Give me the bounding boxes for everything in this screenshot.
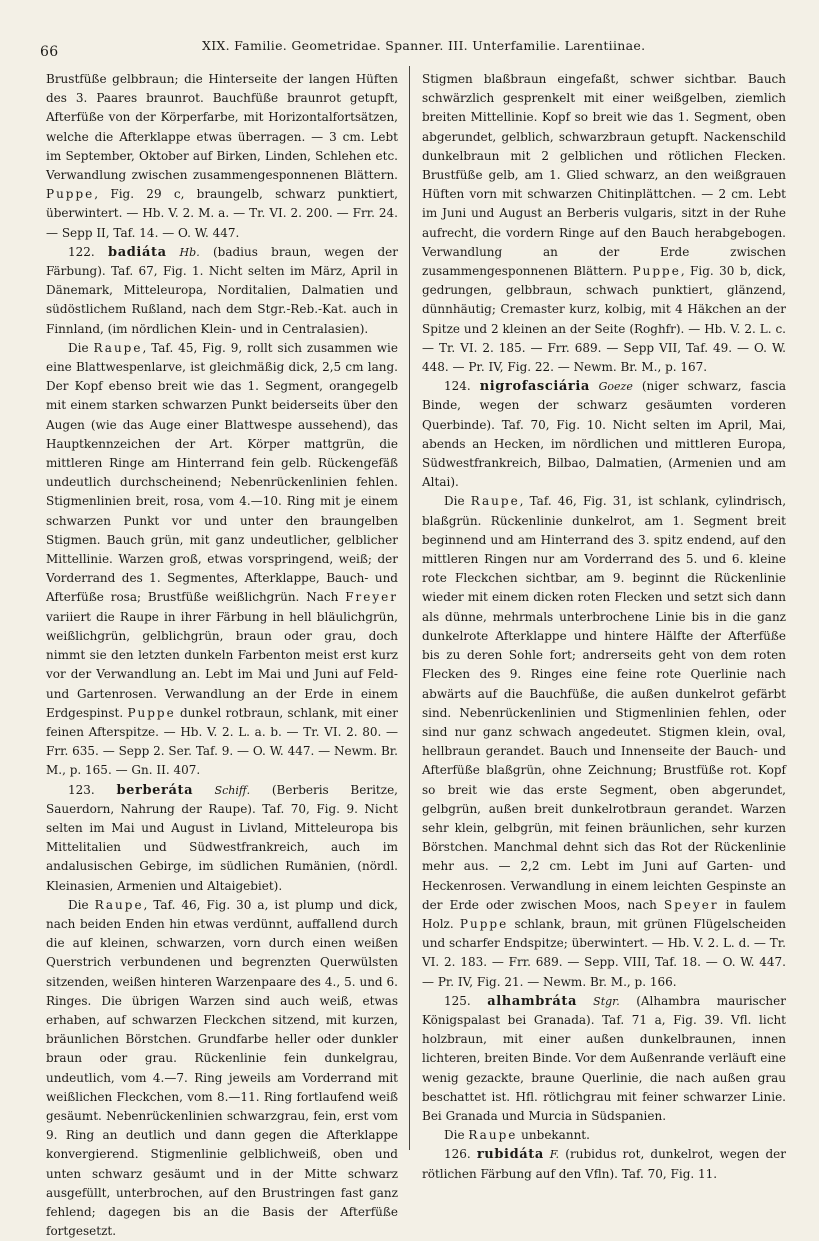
left-column xyxy=(46,70,398,1239)
paragraph xyxy=(422,70,786,377)
text-run: (badius braun, wegen der Färbung). Taf. 67, Fig. 1. Nicht selten im März, April in Dänemark, Mitteleuropa, Norditalien, Dalmatien und südöstlichem Rußland, nach dem Stgr.-Reb.-Kat. auch in Finnland, (im nördlichen Klein- und in Centralasien). xyxy=(46,244,398,336)
author-name: Hb. xyxy=(166,245,200,259)
page-title: XIX. Familie. Geometridae. Spanner. III. Unterfamilie. Larentiinae. xyxy=(202,38,646,53)
paragraph xyxy=(46,243,398,339)
running-head xyxy=(28,34,788,58)
paragraph xyxy=(422,492,786,991)
text-run: (Berberis Beritze, Sauerdorn, Nahrung der Raupe). Taf. 70, Fig. 9. Nicht selten im Mai und August in Livland, Mitteleuropa bis Mittelitalien und Südwestfrankreich, auch im andalusischen Gebirge, im südlichen Rumänien, (nördl. Kleinasien, Armenien und Altaigebiet). xyxy=(46,782,398,893)
species-name: badiáta xyxy=(108,244,167,260)
species-name: alhambráta xyxy=(487,993,577,1009)
paragraph xyxy=(422,1126,786,1145)
text-run: 126. xyxy=(444,1147,477,1162)
paragraph xyxy=(422,1145,786,1183)
author-name: Goeze xyxy=(589,380,633,394)
species-name: nigrofasciária xyxy=(479,379,590,395)
text-run: Die xyxy=(68,897,95,912)
text-run: Die xyxy=(68,340,94,355)
author-name: Schiff. xyxy=(193,783,251,797)
text-run: , Fig. 30 b, dick, gedrungen, gelbbraun, schwach punktiert, glänzend, dünnhäutig; Cremaster kurz, kolbig, mit 4 Häkchen an der Spitze und 2 kleinen an der Seite (Roghfr). — Hb. V. 2. L. c. — Tr. VI. 2. 185. — Frr. 689. — Sepp VII, Taf. 49. — O. W. 448. — Pr. IV, Fig. 22. — Newm. Br. M., p. 167. xyxy=(422,264,787,375)
text-run: (niger schwarz, fascia Binde, wegen der schwarz gesäumten vorderen Querbinde). Taf. 70, Fig. 10. Nicht selten im April, Mai, abends an Hecken, im nördlichen und mittleren Europa, Südwestfrankreich, Bilbao, Dalmatien, (Armenien und am Altai). xyxy=(422,379,786,490)
text-run: Raupe xyxy=(93,340,143,355)
text-run: in faulem Holz. xyxy=(422,897,786,931)
author-name: Stgr. xyxy=(577,994,620,1008)
paragraph xyxy=(422,992,786,1126)
species-name: berberáta xyxy=(116,782,194,798)
page-number: 66 xyxy=(40,44,59,60)
text-run: unbekannt. xyxy=(517,1128,590,1143)
text-run: (Alhambra maurischer Königspalast bei Granada). Taf. 71 a, Fig. 39. Vfl. licht holzbraun, mit einer außen dunkelbraunen, innen lichteren, breiten Binde. Vor dem Außenrande verläuft eine wenig gezackte, braune Querlinie, die nach außen grau beschattet ist. Hfl. rötlichgrau mit feiner schwarzer Linie. Bei Granada und Murcia in Südspanien. xyxy=(422,993,786,1123)
text-run: Raupe xyxy=(470,494,520,509)
text-run: Puppe xyxy=(46,187,95,202)
text-run: Freyer xyxy=(345,590,398,605)
paragraph xyxy=(46,339,398,781)
text-run: Puppe xyxy=(632,264,681,279)
text-run: 123. xyxy=(68,782,117,797)
text-run: Die xyxy=(444,1128,469,1143)
text-run: Puppe xyxy=(127,705,176,720)
paragraph xyxy=(46,70,398,243)
text-run: Die xyxy=(444,494,471,509)
text-run: Speyer xyxy=(663,897,719,912)
text-run: , Taf. 46, Fig. 31, ist schlank, cylindrisch, blaßgrün. Rückenlinie dunkelrot, am 1. Segment breit beginnend und am Hinterrand des 3. spitz endend, auf den mittleren Ringen nur am Vorderrand des 5. und 6. kleine rote Fleckchen sichtbar, am 9. beginnt die Rückenlinie wieder mit einem dicken roten Flecken und setzt sich dann als dünne, mehrmals unterbrochene Linie bis in die ganz dunkelrote Afterklappe und hintere Hälfte der Afterfüße bis zu deren Sohle fort; andrerseits geht von dem roten Flecken des 9. Ringes eine feine rote Querlinie nach abwärts auf die Bauchfüße, die außen dunkelrot gefärbt sind. Nebenrückenlinien und Stigmenlinien fehlen, oder sind nur ganz schwach angedeutet. Stigmen klein, oval, hellbraun gerandet. Bauch und Innenseite der Bauch- und Afterfüße blaßgrün, ohne Zeichnung; Brustfüße rot. Kopf so breit wie das erste Segment, oben abgerundet, gelbgrün, außen breit dunkelrotbraun gerandet. Warzen sehr klein, gelbgrün, mit feinen bräunlichen, sehr kurzen Börstchen. Manchmal dehnt sich das Rot der Rückenlinie mehr aus. — 2,2 cm. Lebt im Juni auf Garten- und Heckenrosen. Verwandlung in einem leichten Gespinste an der Erde oder zwischen Moos, nach xyxy=(422,494,787,912)
text-run: , Fig. 29 c, braungelb, schwarz punktiert, überwintert. — Hb. V. 2. M. a. — Tr. VI. 2. 200. — Frr. 24. — Sepp II, Taf. 14. — O. W. 447. xyxy=(46,187,398,240)
text-run: Brustfüße gelbbraun; die Hinterseite der langen Hüften des 3. Paares braunrot. Bauchfüße braunrot getupft, Afterfüße von der Körperfarbe, mit Horizontalfortsätzen, welche die Afterklappe etwas überragen. — 3 cm. Lebt im September, Oktober auf Birken, Linden, Schlehen etc. Verwandlung zwischen zusammengesponnenen Blättern. xyxy=(46,72,398,183)
text-run: dunkel rotbraun, schlank, mit einer feinen Afterspitze. — Hb. V. 2. L. a. b. — Tr. VI. 2. 80. — Frr. 635. — Sepp 2. Ser. Taf. 9. — O. W. 447. — Newm. Br. M., p. 165. — Gn. II. 407. xyxy=(46,705,398,778)
text-run: (rubidus rot, dunkelrot, wegen der rötlichen Färbung auf den Vfln). Taf. 70, Fig. 11. xyxy=(422,1147,786,1181)
text-run: 125. xyxy=(444,993,488,1008)
text-run: variiert die Raupe in ihrer Färbung in hell bläulichgrün, weißlichgrün, gelblichgrün, braun oder grau, doch nimmt sie den letzten dunkeln Farbenton meist erst kurz vor der Verwandlung an. Lebt im Mai und Juni auf Feld- und Gartenrosen. Verwandlung an der Erde in einem Erdgespinst. xyxy=(46,609,398,720)
text-run: Puppe xyxy=(459,916,509,931)
right-column xyxy=(422,70,787,1181)
paragraph xyxy=(46,781,398,896)
text-run: Raupe xyxy=(468,1128,518,1143)
paragraph xyxy=(46,896,398,1241)
text-run: , Taf. 46, Fig. 30 a, ist plump und dick, nach beiden Enden hin etwas verdünnt, auffallend durch die auf kleinen, schwarzen, vorn durch einen weißen Querstrich verbundenen und begrenzten Querwülsten sitzenden, weißen hinteren Warzenpaare des 4., 5. und 6. Ringes. Die übrigen Warzen sind auch weiß, etwas erhaben, auf schwarzen Fleckchen sitzend, mit kurzen, bräunlichen Börstchen. Grundfarbe heller oder dunkler braun oder grau. Rückenlinie fein dunkelgrau, undeutlich, vom 4.—7. Ring jeweils am Vorderrand mit weißlichen Fleckchen, vom 8.—11. Ring fortlaufend weiß gesäumt. Nebenrückenlinien schwarzgrau, fein, erst vom 9. Ring an deutlich und dann gegen die Afterklappe konvergierend. Stigmenlinie gelblichweiß, oben und unten schwarz gesäumt und in der Mitte schwarz ausgefüllt, unterbrochen, auf den Brustringen fast ganz fehlend; dagegen bis an die Basis der Afterfüße fortgesetzt. xyxy=(46,897,398,1239)
text-run: 122. xyxy=(68,244,108,259)
text-run: , Taf. 45, Fig. 9, rollt sich zusammen wie eine Blattwespenlarve, ist gleichmäßig dick, 2,5 cm lang. Der Kopf ebenso breit wie das 1. Segment, orangegelb mit einem starken schwarzen Punkt beiderseits über den Augen (wie das Auge einer Blattwespe aussehend), das Hauptkennzeichen der Art. Körper mattgrün, die mittleren Ringe am Hinterrand fein gelb. Rückengefäß undeutlich durchscheinend; Nebenrückenlinien fehlen. Stigmenlinien breit, rosa, vom 4.—10. Ring mit je einem schwarzen Punkt vor und unter den braungelben Stigmen. Bauch grün, mit ganz undeutlicher, gelblicher Mittellinie. Warzen groß, etwas vorspringend, weiß; der Vorderrand des 1. Segmentes, Afterklappe, Bauch- und Afterfüße rosa; Brustfüße weißlichgrün. Nach xyxy=(46,340,398,605)
text-run: Stigmen blaßbraun eingefaßt, schwer sichtbar. Bauch schwärzlich gesprenkelt mit einer weißgelben, ziemlich breiten Mittellinie. Kopf so breit wie das 1. Segment, oben abgerundet, gelblich, schwarzbraun getupft. Nackenschild dunkelbraun mit 2 gelblichen und rötlichen Flecken. Brustfüße gelb, am 1. Glied schwarz, an den weißgrauen Hüften vorn mit schwarzen Chitinplättchen. — 2 cm. Lebt im Juni und August an Berberis vulgaris, sitzt in der Ruhe aufrecht, die vordern Ringe auf den Bauch herabgebogen. Verwandlung an der Erde zwischen zusammengesponnenen Blättern. xyxy=(422,72,786,279)
text-run: Raupe xyxy=(94,897,144,912)
author-name: F. xyxy=(543,1148,560,1162)
text-run: schlank, braun, mit grünen Flügelscheiden und scharfer Endspitze; überwintert. — Hb. V. 2. L. d. — Tr. VI. 2. 183. — Frr. 689. — Sepp. VIII, Taf. 18. — O. W. 447. — Pr. IV, Fig. 21. — Newm. Br. M., p. 166. xyxy=(422,916,786,989)
species-name: rubidáta xyxy=(476,1147,544,1163)
paragraph xyxy=(422,377,786,492)
column-divider xyxy=(409,66,410,1150)
text-run: 124. xyxy=(444,379,480,394)
